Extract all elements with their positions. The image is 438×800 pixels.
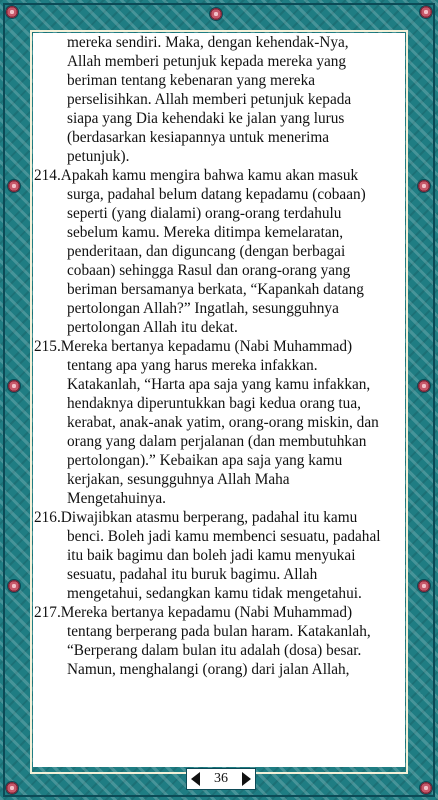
text-line: kerabat, anak-anak yatim, orang-orang miskin, dan	[67, 414, 379, 431]
rosette-ornament	[8, 380, 20, 392]
text-line: Katakanlah, “Harta apa saja yang kamu infakkan,	[67, 376, 371, 393]
rosette-ornament	[418, 380, 430, 392]
text-line: Namun, menghalangi (orang) dari jalan Allah,	[67, 661, 350, 678]
rosette-ornament	[210, 8, 222, 20]
rosette-ornament	[420, 6, 432, 18]
text-line: (berdasarkan kesiapannya untuk menerima	[67, 129, 330, 146]
text-line: surga, padahal belum datang kepadamu (cobaan)	[67, 186, 366, 203]
text-line: beriman tentang kebenaran yang mereka	[67, 72, 316, 89]
text-line: pertolongan Allah itu dekat.	[67, 319, 238, 336]
text-line: tentang berperang pada bulan haram. Katakanlah,	[67, 623, 371, 640]
rosette-ornament	[418, 180, 430, 192]
previous-page-icon[interactable]	[191, 772, 200, 786]
text-line: beriman bersamanya berkata, “Kapankah datang	[67, 281, 364, 298]
page-number: 36	[214, 771, 228, 786]
next-page-icon[interactable]	[242, 772, 251, 786]
text-line: mereka sendiri. Maka, dengan kehendak-Nya,	[67, 34, 349, 51]
text-line: hendaknya diperuntukkan bagi kedua orang tua,	[67, 395, 361, 412]
page-navigator	[186, 768, 256, 790]
text-line: sebelum kamu. Mereka ditimpa kemelaratan,	[67, 224, 344, 241]
verse-start-line: 214.Apakah kamu mengira bahwa kamu akan masuk	[34, 167, 359, 184]
text-line: pertolongan Allah?” Ingatlah, sesungguhnya	[67, 300, 339, 317]
text-line: mengetahui, sedangkan kamu tidak mengetahui.	[67, 585, 362, 602]
text-line: penderitaan, dan diguncang (dengan berbagai	[67, 243, 346, 260]
text-page	[33, 33, 405, 767]
rosette-ornament	[8, 580, 20, 592]
text-line: orang yang dalam perjalanan (dan membutuhkan	[67, 433, 367, 450]
rosette-ornament	[420, 782, 432, 794]
verse-start-line: 216.Diwajibkan atasmu berperang, padahal itu kamu	[34, 509, 358, 526]
rosette-ornament	[8, 180, 20, 192]
verse-start-line: 217.Mereka bertanya kepadamu (Nabi Muhammad)	[34, 604, 353, 621]
text-line: seperti (yang dialami) orang-orang terdahulu	[67, 205, 342, 222]
text-line: cobaan) sehingga Rasul dan orang-orang yang	[67, 262, 351, 279]
text-line: benci. Boleh jadi kamu membenci sesuatu, padahal	[67, 528, 381, 545]
text-line: siapa yang Dia kehendaki ke jalan yang lurus	[67, 110, 345, 127]
text-line: tentang apa yang harus mereka infakkan.	[67, 357, 318, 374]
verse-start-line: 215.Mereka bertanya kepadamu (Nabi Muhammad)	[34, 338, 353, 355]
rosette-ornament	[418, 580, 430, 592]
text-line: Allah memberi petunjuk kepada mereka yang	[67, 53, 347, 70]
rosette-ornament	[6, 782, 18, 794]
text-line: perselisihkan. Allah memberi petunjuk kepada	[67, 91, 352, 108]
text-line: kerjakan, sesungguhnya Allah Maha	[67, 471, 290, 488]
text-line: petunjuk).	[67, 148, 130, 165]
text-line: itu baik bagimu dan boleh jadi kamu menyukai	[67, 547, 356, 564]
text-line: Mengetahuinya.	[67, 490, 166, 507]
text-line: “Berperang dalam bulan itu adalah (dosa) besar.	[67, 642, 362, 659]
text-line: sesuatu, padahal itu buruk bagimu. Allah	[67, 566, 318, 583]
text-line: pertolongan).” Kebaikan apa saja yang kamu	[67, 452, 343, 469]
rosette-ornament	[6, 6, 18, 18]
verse-text	[33, 33, 405, 679]
